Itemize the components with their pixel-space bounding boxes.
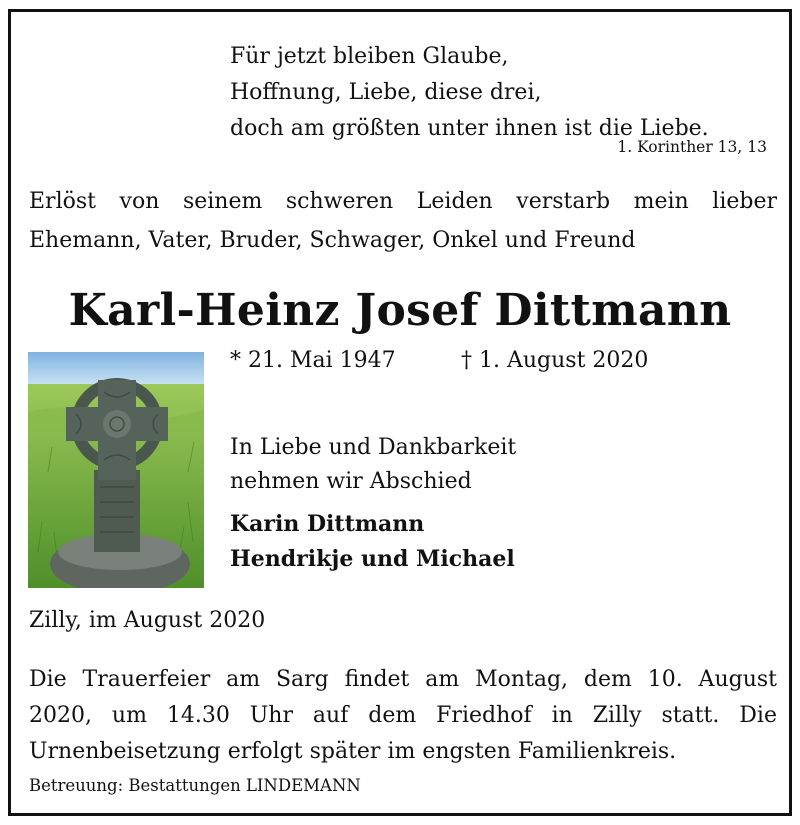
celtic-cross-photo: [28, 352, 204, 588]
farewell-line: nehmen wir Abschied: [230, 469, 472, 494]
funeral-line: 2020, um 14.30 Uhr auf dem Friedhof in Zilly statt. Die: [29, 703, 777, 728]
mourner-name: Hendrikje und Michael: [230, 546, 515, 572]
birth-date: * 21. Mai 1947: [230, 348, 396, 373]
verse-line: doch am größten unter ihnen ist die Liebe.: [230, 116, 709, 141]
verse-line: Für jetzt bleiben Glaube,: [230, 44, 509, 69]
verse-line: Hoffnung, Liebe, diese drei,: [230, 80, 542, 105]
mourner-name: Karin Dittmann: [230, 511, 425, 537]
farewell-line: In Liebe und Dankbarkeit: [230, 435, 517, 460]
deceased-name: Karl-Heinz Josef Dittmann: [68, 285, 732, 336]
funeral-info: [29, 662, 777, 770]
obituary-frame: [8, 9, 792, 816]
intro-line: Ehemann, Vater, Bruder, Schwager, Onkel und Freund: [29, 228, 636, 253]
mourner-names: [230, 507, 515, 577]
bible-verse: [230, 39, 709, 147]
funeral-line: Die Trauerfeier am Sarg findet am Montag, dem 10. August: [29, 667, 777, 692]
farewell-text: [230, 431, 516, 499]
celtic-cross-icon: [28, 352, 204, 588]
death-date: † 1. August 2020: [461, 348, 649, 373]
place-date: Zilly, im August 2020: [29, 608, 266, 633]
verse-reference: 1. Korinther 13, 13: [617, 138, 767, 156]
intro-line: Erlöst von seinem schweren Leiden verstarb mein lieber: [29, 189, 777, 214]
undertaker-credit: Betreuung: Bestattungen LINDEMANN: [29, 776, 361, 795]
intro-text: [29, 182, 777, 260]
funeral-line: Urnenbeisetzung erfolgt später im engsten Familienkreis.: [29, 739, 677, 764]
